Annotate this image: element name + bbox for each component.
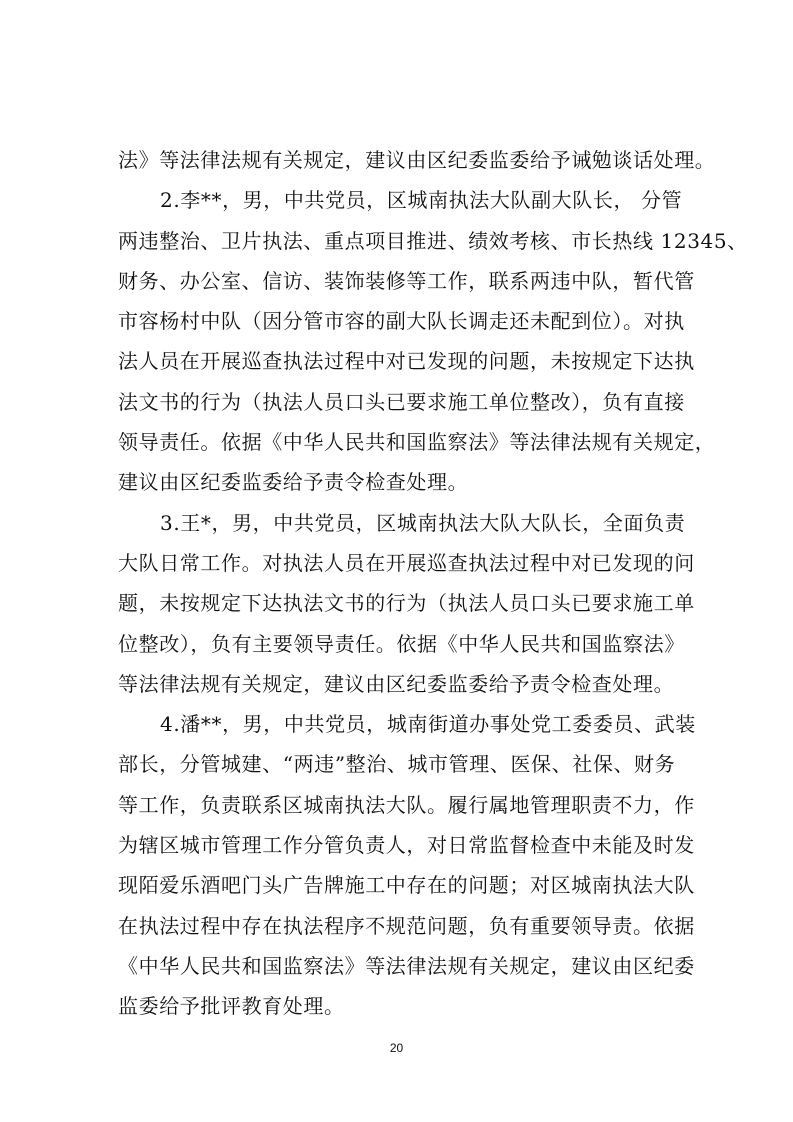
paragraph-2-line-8: 建议由区纪委监委给予责令检查处理。 xyxy=(118,470,469,495)
paragraph-3-line-3: 题，未按规定下达执法文书的行为（执法人员口头已要求施工单 xyxy=(118,591,695,616)
paragraph-4-line-2: 部长，分管城建、“两违”整治、城市管理、医保、社保、财务 xyxy=(118,752,676,777)
text-line-1: 法》等法律法规有关规定，建议由区纪委监委给予诫勉谈话处理。 xyxy=(118,148,716,172)
paragraph-2-line-4: 市容杨村中队（因分管市容的副大队长调走还未配到位）。对执 xyxy=(118,309,685,334)
paragraph-4-line-4: 为辖区城市管理工作分管负责人，对日常监督检查中未能及时发 xyxy=(118,833,695,858)
paragraph-2-line-5: 法人员在开展巡查执法过程中对已发现的问题，未按规定下达执 xyxy=(118,349,695,374)
paragraph-3-line-1: 3.王*，男，中共党员，区城南执法大队大队长，全面负责 xyxy=(160,510,686,535)
paragraph-3-line-4: 位整改），负有主要领导责任。依据《中华人民共和国监察法》 xyxy=(118,631,685,656)
paragraph-2-line-3: 财务、办公室、信访、装饰装修等工作，联系两违中队，暂代管 xyxy=(118,268,695,293)
paragraph-2-line-1: 2.李**，男，中共党员，区城南执法大队副大队长， 分管 xyxy=(160,188,683,213)
paragraph-4-line-7: 《中华人民共和国监察法》等法律法规有关规定，建议由区纪委 xyxy=(118,953,695,978)
document-body xyxy=(118,140,748,1027)
paragraph-3-line-2: 大队日常工作。对执法人员在开展巡查执法过程中对已发现的问 xyxy=(118,550,695,575)
paragraph-4-line-8: 监委给予批评教育处理。 xyxy=(118,994,345,1019)
paragraph-4-line-6: 在执法过程中存在执法程序不规范问题，负有重要领导责。依据 xyxy=(118,913,695,938)
page-number: 20 xyxy=(389,1041,404,1055)
paragraph-3-line-5: 等法律法规有关规定，建议由区纪委监委给予责令检查处理。 xyxy=(118,671,675,696)
paragraph-2-line-7: 领导责任。依据《中华人民共和国监察法》等法律法规有关规定， xyxy=(118,430,716,455)
paragraph-4-line-3: 等工作，负责联系区城南执法大队。履行属地管理职责不力，作 xyxy=(118,792,695,817)
paragraph-2-line-6: 法文书的行为（执法人员口头已要求施工单位整改），负有直接 xyxy=(118,389,685,414)
paragraph-4-line-1: 4.潘**，男，中共党员，城南街道办事处党工委委员、武装 xyxy=(160,712,696,737)
paragraph-2-line-2: 两违整治、卫片执法、重点项目推进、绩效考核、市长热线 12345、 xyxy=(118,228,748,253)
paragraph-4-line-5: 现陌爱乐酒吧门头广告牌施工中存在的问题；对区城南执法大队 xyxy=(118,873,695,898)
